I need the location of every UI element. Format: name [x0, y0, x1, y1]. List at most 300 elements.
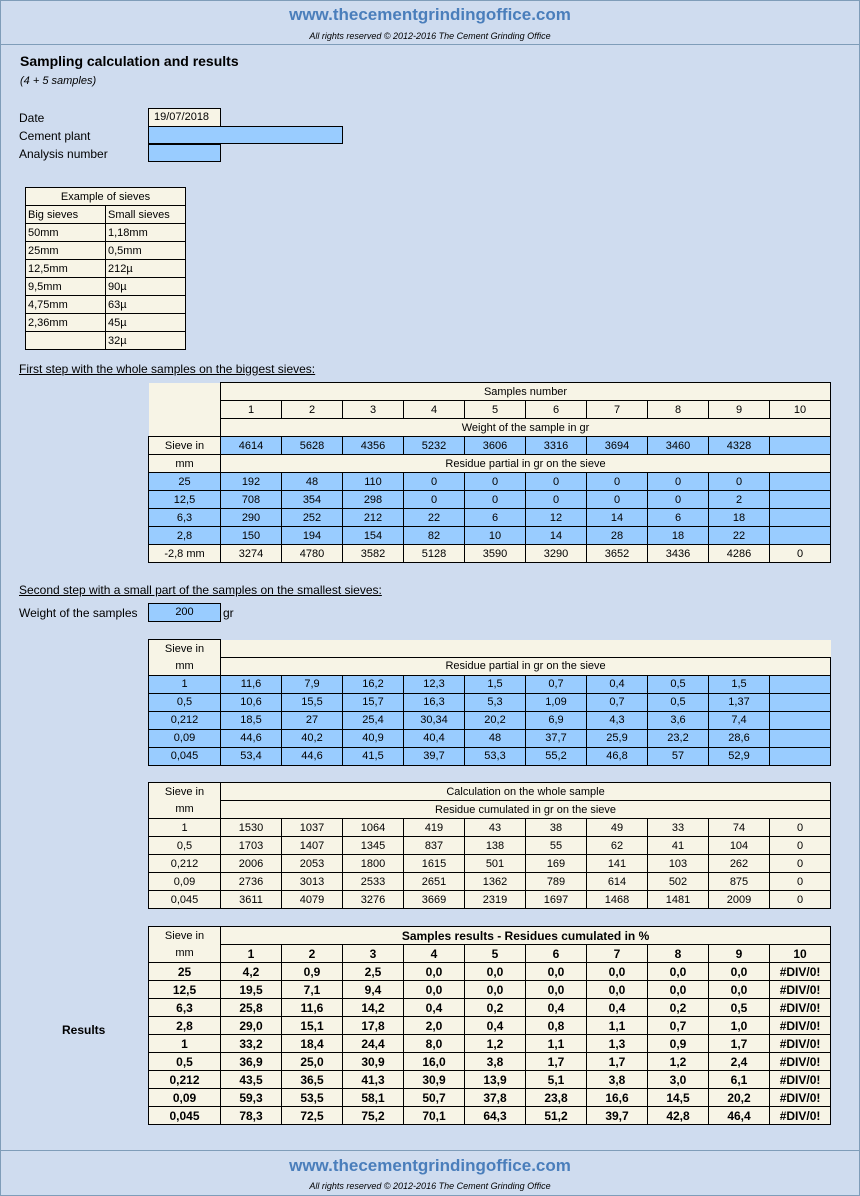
value-cell: 55 — [526, 837, 587, 855]
big-sieve-cell: 9,5mm — [26, 278, 106, 296]
value-cell[interactable]: 18,5 — [221, 711, 282, 729]
sample-weight-cell[interactable]: 3606 — [465, 437, 526, 455]
value-cell: 70,1 — [404, 1107, 465, 1125]
value-cell[interactable]: 10 — [465, 527, 526, 545]
value-cell[interactable]: 30,34 — [404, 711, 465, 729]
value-cell[interactable]: 40,2 — [282, 729, 343, 747]
copyright-text: All rights reserved © 2012-2016 The Cement Grinding Office — [309, 31, 551, 41]
sieve-size-cell: 0,045 — [149, 747, 221, 765]
sieve-size-cell: 2,8 — [149, 527, 221, 545]
sieve-example-row — [26, 332, 186, 350]
value-cell: 419 — [404, 819, 465, 837]
big-sieve-cell — [26, 332, 106, 350]
sieve-size-cell: 0,09 — [149, 873, 221, 891]
value-cell[interactable]: 0 — [587, 491, 648, 509]
value-cell: 0 — [770, 819, 831, 837]
value-cell[interactable]: 252 — [282, 509, 343, 527]
sieves-example-title: Example of sieves — [26, 188, 186, 206]
table-row — [149, 891, 831, 909]
value-cell[interactable]: 0,5 — [648, 675, 709, 693]
sample-number-cell: 8 — [648, 401, 709, 419]
sample-weight-cell[interactable]: 3316 — [526, 437, 587, 455]
sample-number-cell: 2 — [282, 945, 343, 963]
value-cell[interactable]: 41,5 — [343, 747, 404, 765]
value-cell: 6,1 — [709, 1071, 770, 1089]
value-cell: 141 — [587, 855, 648, 873]
sieve-example-row — [26, 260, 186, 278]
big-sieves-header: Big sieves — [26, 206, 106, 224]
value-cell: 0,0 — [404, 981, 465, 999]
value-cell[interactable]: 53,4 — [221, 747, 282, 765]
sample-number-cell: 5 — [465, 945, 526, 963]
sieve-size-cell: 0,045 — [149, 1107, 221, 1125]
value-cell: 2053 — [282, 855, 343, 873]
value-cell: 3590 — [465, 545, 526, 563]
value-cell[interactable]: 20,2 — [465, 711, 526, 729]
value-cell[interactable]: 52,9 — [709, 747, 770, 765]
sieve-example-row — [26, 224, 186, 242]
value-cell: 1,2 — [648, 1053, 709, 1071]
sample-weight-cell[interactable]: 4328 — [709, 437, 770, 455]
value-cell[interactable]: 1,5 — [465, 675, 526, 693]
table-row — [149, 1053, 831, 1071]
value-cell[interactable]: 44,6 — [221, 729, 282, 747]
sieve-size-cell: 0,5 — [149, 837, 221, 855]
value-cell[interactable]: 0 — [648, 473, 709, 491]
value-cell: 1407 — [282, 837, 343, 855]
value-cell[interactable]: 48 — [282, 473, 343, 491]
value-cell: 0 — [770, 837, 831, 855]
value-cell: 7,1 — [282, 981, 343, 999]
value-cell[interactable]: 12 — [526, 509, 587, 527]
sample-weight-cell[interactable]: 4356 — [343, 437, 404, 455]
big-sieve-cell: 4,75mm — [26, 296, 106, 314]
value-cell[interactable]: 2 — [709, 491, 770, 509]
value-cell: 29,0 — [221, 1017, 282, 1035]
small-sieve-cell: 90µ — [106, 278, 186, 296]
value-cell[interactable]: 40,4 — [404, 729, 465, 747]
value-cell: #DIV/0! — [770, 1089, 831, 1107]
value-cell[interactable]: 1,5 — [709, 675, 770, 693]
table-row — [149, 1035, 831, 1053]
value-cell: 3274 — [221, 545, 282, 563]
value-cell: 4780 — [282, 545, 343, 563]
table-row — [149, 491, 831, 509]
sample-number-cell: 5 — [465, 401, 526, 419]
value-cell: 3436 — [648, 545, 709, 563]
value-cell[interactable]: 3,6 — [648, 711, 709, 729]
table-row — [149, 711, 831, 729]
value-cell: 104 — [709, 837, 770, 855]
value-cell: 0,0 — [709, 963, 770, 981]
value-cell[interactable]: 0 — [465, 473, 526, 491]
analysis-number-label: Analysis number — [19, 147, 108, 161]
value-cell[interactable] — [770, 527, 831, 545]
value-cell: 51,2 — [526, 1107, 587, 1125]
value-cell[interactable]: 15,5 — [282, 693, 343, 711]
sieve-in-label: Sieve in — [149, 927, 221, 945]
big-sieve-cell: 12,5mm — [26, 260, 106, 278]
value-cell: 24,4 — [343, 1035, 404, 1053]
table-row — [149, 545, 831, 563]
value-cell: 3582 — [343, 545, 404, 563]
cement-plant-field[interactable] — [148, 126, 343, 144]
cement-plant-label: Cement plant — [19, 129, 91, 143]
value-cell: 0,4 — [526, 999, 587, 1017]
value-cell: 1,7 — [526, 1053, 587, 1071]
value-cell[interactable]: 23,2 — [648, 729, 709, 747]
value-cell: 4079 — [282, 891, 343, 909]
small-sieve-cell: 212µ — [106, 260, 186, 278]
value-cell: 0,9 — [282, 963, 343, 981]
value-cell[interactable]: 194 — [282, 527, 343, 545]
value-cell: #DIV/0! — [770, 1035, 831, 1053]
sieves-example-table — [25, 187, 186, 350]
sieve-size-cell: 12,5 — [149, 491, 221, 509]
value-cell: 43 — [465, 819, 526, 837]
value-cell: 30,9 — [404, 1071, 465, 1089]
sieve-example-row — [26, 314, 186, 332]
value-cell: 138 — [465, 837, 526, 855]
sieve-size-cell: 0,045 — [149, 891, 221, 909]
calc-header: Calculation on the whole sample — [221, 783, 831, 801]
table-row — [149, 963, 831, 981]
value-cell[interactable]: 0 — [587, 473, 648, 491]
sieve-size-cell: 0,212 — [149, 855, 221, 873]
value-cell[interactable]: 0,5 — [648, 693, 709, 711]
date-field[interactable]: 19/07/2018 — [148, 108, 221, 127]
value-cell: 49 — [587, 819, 648, 837]
sample-weight-cell[interactable]: 5628 — [282, 437, 343, 455]
value-cell: 39,7 — [587, 1107, 648, 1125]
value-cell: 74 — [709, 819, 770, 837]
value-cell[interactable]: 12,3 — [404, 675, 465, 693]
value-cell: 1800 — [343, 855, 404, 873]
footer-divider — [0, 1150, 860, 1151]
step2-table — [148, 639, 831, 766]
sample-number-cell: 4 — [404, 945, 465, 963]
value-cell[interactable]: 22 — [709, 527, 770, 545]
table-row — [149, 675, 831, 693]
sample-number-cell: 4 — [404, 401, 465, 419]
sieve-size-cell: 0,212 — [149, 1071, 221, 1089]
value-cell: 58,1 — [343, 1089, 404, 1107]
value-cell[interactable]: 110 — [343, 473, 404, 491]
value-cell: 46,4 — [709, 1107, 770, 1125]
value-cell[interactable]: 55,2 — [526, 747, 587, 765]
sieve-size-cell: 0,5 — [149, 1053, 221, 1071]
site-link[interactable]: www.thecementgrindingoffice.com — [289, 5, 571, 24]
value-cell[interactable]: 14 — [526, 527, 587, 545]
value-cell: 0,2 — [465, 999, 526, 1017]
value-cell: 3276 — [343, 891, 404, 909]
value-cell[interactable]: 0,4 — [587, 675, 648, 693]
value-cell[interactable]: 44,6 — [282, 747, 343, 765]
frame-top — [0, 0, 860, 1]
value-cell[interactable]: 39,7 — [404, 747, 465, 765]
value-cell: 5128 — [404, 545, 465, 563]
step1-heading: First step with the whole samples on the biggest sieves: — [19, 362, 316, 376]
value-cell: 2,0 — [404, 1017, 465, 1035]
analysis-number-field[interactable] — [148, 144, 221, 162]
value-cell[interactable]: 1,09 — [526, 693, 587, 711]
value-cell: 0 — [770, 855, 831, 873]
sample-weight-cell[interactable]: 3460 — [648, 437, 709, 455]
value-cell: 2009 — [709, 891, 770, 909]
mm-label: mm — [149, 945, 221, 963]
value-cell[interactable]: 154 — [343, 527, 404, 545]
value-cell[interactable] — [770, 473, 831, 491]
sieve-example-row — [26, 242, 186, 260]
value-cell[interactable]: 18 — [709, 509, 770, 527]
sieve-size-cell: 0,09 — [149, 1089, 221, 1107]
value-cell[interactable]: 0 — [526, 491, 587, 509]
value-cell[interactable]: 0,7 — [526, 675, 587, 693]
value-cell[interactable]: 7,4 — [709, 711, 770, 729]
footer-site-link[interactable]: www.thecementgrindingoffice.com — [289, 1156, 571, 1175]
value-cell[interactable]: 212 — [343, 509, 404, 527]
value-cell: 1037 — [282, 819, 343, 837]
value-cell: 3669 — [404, 891, 465, 909]
value-cell: 3013 — [282, 873, 343, 891]
value-cell: 1,0 — [709, 1017, 770, 1035]
value-cell: 0 — [770, 873, 831, 891]
table-row — [149, 693, 831, 711]
small-sieves-header: Small sieves — [106, 206, 186, 224]
table-row — [149, 1071, 831, 1089]
value-cell[interactable]: 16,3 — [404, 693, 465, 711]
value-cell: 1,3 — [587, 1035, 648, 1053]
value-cell: #DIV/0! — [770, 981, 831, 999]
value-cell: 36,9 — [221, 1053, 282, 1071]
table-row — [149, 1089, 831, 1107]
value-cell: 1,7 — [587, 1053, 648, 1071]
value-cell[interactable]: 48 — [465, 729, 526, 747]
mm-label: mm — [149, 801, 221, 819]
small-sieve-cell: 45µ — [106, 314, 186, 332]
table-row — [149, 747, 831, 765]
value-cell: 0,4 — [587, 999, 648, 1017]
value-cell: 0,2 — [648, 999, 709, 1017]
value-cell[interactable]: 0 — [709, 473, 770, 491]
value-cell: 2,4 — [709, 1053, 770, 1071]
date-label: Date — [19, 111, 45, 125]
value-cell[interactable]: 7,9 — [282, 675, 343, 693]
value-cell: 3611 — [221, 891, 282, 909]
value-cell: 1468 — [587, 891, 648, 909]
value-cell[interactable]: 4,3 — [587, 711, 648, 729]
value-cell[interactable]: 0,7 — [587, 693, 648, 711]
value-cell[interactable]: 708 — [221, 491, 282, 509]
value-cell[interactable]: 25,4 — [343, 711, 404, 729]
value-cell[interactable]: 15,7 — [343, 693, 404, 711]
results-header: Samples results - Residues cumulated in % — [221, 927, 831, 945]
value-cell: 72,5 — [282, 1107, 343, 1125]
value-cell: 2533 — [343, 873, 404, 891]
big-sieve-cell: 25mm — [26, 242, 106, 260]
value-cell: 0,5 — [709, 999, 770, 1017]
value-cell: 789 — [526, 873, 587, 891]
value-cell: 837 — [404, 837, 465, 855]
table-row — [149, 999, 831, 1017]
residue-partial-header: Residue partial in gr on the sieve — [221, 455, 831, 473]
value-cell: 262 — [709, 855, 770, 873]
value-cell: #DIV/0! — [770, 1053, 831, 1071]
table-row — [149, 473, 831, 491]
frame-left — [0, 0, 1, 1196]
value-cell: 19,5 — [221, 981, 282, 999]
value-cell[interactable]: 28,6 — [709, 729, 770, 747]
value-cell: 0,0 — [526, 963, 587, 981]
value-cell[interactable]: 192 — [221, 473, 282, 491]
weight-samples-field[interactable]: 200 — [148, 603, 221, 622]
table-row — [149, 819, 831, 837]
small-sieve-cell: 32µ — [106, 332, 186, 350]
sample-weight-cell[interactable]: 3694 — [587, 437, 648, 455]
mm-label: mm — [149, 657, 221, 675]
value-cell: 2006 — [221, 855, 282, 873]
value-cell: 5,1 — [526, 1071, 587, 1089]
sample-number-cell: 8 — [648, 945, 709, 963]
value-cell: 1,1 — [587, 1017, 648, 1035]
sieve-size-cell: 1 — [149, 819, 221, 837]
value-cell[interactable]: 0 — [526, 473, 587, 491]
value-cell: #DIV/0! — [770, 1107, 831, 1125]
value-cell[interactable] — [770, 509, 831, 527]
value-cell[interactable]: 46,8 — [587, 747, 648, 765]
value-cell: 42,8 — [648, 1107, 709, 1125]
value-cell[interactable]: 5,3 — [465, 693, 526, 711]
value-cell[interactable]: 37,7 — [526, 729, 587, 747]
value-cell[interactable]: 25,9 — [587, 729, 648, 747]
value-cell[interactable]: 298 — [343, 491, 404, 509]
value-cell: #DIV/0! — [770, 1071, 831, 1089]
value-cell: 78,3 — [221, 1107, 282, 1125]
value-cell[interactable] — [770, 711, 831, 729]
residue-partial-header: Residue partial in gr on the sieve — [221, 657, 831, 675]
value-cell[interactable]: 0 — [404, 473, 465, 491]
value-cell: #DIV/0! — [770, 1017, 831, 1035]
value-cell[interactable]: 10,6 — [221, 693, 282, 711]
sample-number-cell: 2 — [282, 401, 343, 419]
table-row — [149, 837, 831, 855]
value-cell[interactable]: 150 — [221, 527, 282, 545]
sample-number-cell: 7 — [587, 945, 648, 963]
value-cell[interactable] — [770, 491, 831, 509]
sample-number-cell: 1 — [221, 945, 282, 963]
value-cell[interactable]: 0 — [404, 491, 465, 509]
value-cell[interactable]: 40,9 — [343, 729, 404, 747]
value-cell: 2,5 — [343, 963, 404, 981]
value-cell: 25,0 — [282, 1053, 343, 1071]
header-divider — [0, 44, 860, 45]
sample-number-cell: 10 — [770, 945, 831, 963]
value-cell[interactable]: 11,6 — [221, 675, 282, 693]
value-cell: 41,3 — [343, 1071, 404, 1089]
sample-number-cell: 6 — [526, 401, 587, 419]
value-cell: #DIV/0! — [770, 999, 831, 1017]
value-cell[interactable]: 53,3 — [465, 747, 526, 765]
value-cell[interactable]: 14 — [587, 509, 648, 527]
sample-weight-cell[interactable]: 5232 — [404, 437, 465, 455]
value-cell: 0,0 — [587, 981, 648, 999]
value-cell[interactable]: 16,2 — [343, 675, 404, 693]
step2-heading: Second step with a small part of the samples on the smallest sieves: — [19, 583, 382, 597]
value-cell[interactable] — [770, 729, 831, 747]
sample-number-cell: 7 — [587, 401, 648, 419]
sieve-size-cell: 2,8 — [149, 1017, 221, 1035]
value-cell[interactable]: 0 — [465, 491, 526, 509]
value-cell: 25,8 — [221, 999, 282, 1017]
sample-weight-cell[interactable]: 4614 — [221, 437, 282, 455]
value-cell: 2651 — [404, 873, 465, 891]
value-cell: 3290 — [526, 545, 587, 563]
value-cell[interactable]: 57 — [648, 747, 709, 765]
value-cell[interactable] — [770, 747, 831, 765]
value-cell: 37,8 — [465, 1089, 526, 1107]
value-cell: 2319 — [465, 891, 526, 909]
sieve-size-cell: 6,3 — [149, 509, 221, 527]
sieve-example-row — [26, 278, 186, 296]
value-cell: 1362 — [465, 873, 526, 891]
value-cell[interactable]: 22 — [404, 509, 465, 527]
value-cell: 502 — [648, 873, 709, 891]
value-cell[interactable]: 6 — [465, 509, 526, 527]
small-sieve-cell: 0,5mm — [106, 242, 186, 260]
value-cell: 59,3 — [221, 1089, 282, 1107]
value-cell: 2736 — [221, 873, 282, 891]
sample-number-cell: 3 — [343, 401, 404, 419]
sieve-size-cell: 25 — [149, 963, 221, 981]
value-cell[interactable] — [770, 675, 831, 693]
value-cell: 17,8 — [343, 1017, 404, 1035]
table-row — [149, 855, 831, 873]
value-cell: 0,0 — [648, 981, 709, 999]
weight-unit: gr — [223, 606, 234, 620]
value-cell[interactable]: 354 — [282, 491, 343, 509]
value-cell[interactable]: 82 — [404, 527, 465, 545]
value-cell[interactable]: 6 — [648, 509, 709, 527]
value-cell[interactable]: 1,37 — [709, 693, 770, 711]
value-cell: 33 — [648, 819, 709, 837]
sample-weight-cell[interactable] — [770, 437, 831, 455]
value-cell[interactable]: 6,9 — [526, 711, 587, 729]
value-cell: 14,2 — [343, 999, 404, 1017]
sieve-size-cell: 25 — [149, 473, 221, 491]
value-cell: 64,3 — [465, 1107, 526, 1125]
value-cell: 0,9 — [648, 1035, 709, 1053]
value-cell[interactable]: 28 — [587, 527, 648, 545]
value-cell: 501 — [465, 855, 526, 873]
value-cell[interactable] — [770, 693, 831, 711]
footer-copyright-text: All rights reserved © 2012-2016 The Cement Grinding Office — [309, 1181, 551, 1191]
page-title: Sampling calculation and results — [20, 53, 239, 69]
value-cell: 36,5 — [282, 1071, 343, 1089]
value-cell: 1703 — [221, 837, 282, 855]
value-cell[interactable]: 0 — [648, 491, 709, 509]
sieve-size-cell: 1 — [149, 1035, 221, 1053]
sample-number-cell: 9 — [709, 401, 770, 419]
value-cell: 1615 — [404, 855, 465, 873]
value-cell[interactable]: 27 — [282, 711, 343, 729]
value-cell: 0,0 — [709, 981, 770, 999]
value-cell[interactable]: 290 — [221, 509, 282, 527]
value-cell[interactable]: 18 — [648, 527, 709, 545]
table-row — [149, 1017, 831, 1035]
value-cell: 1481 — [648, 891, 709, 909]
value-cell: 4286 — [709, 545, 770, 563]
step1-table — [148, 382, 831, 563]
